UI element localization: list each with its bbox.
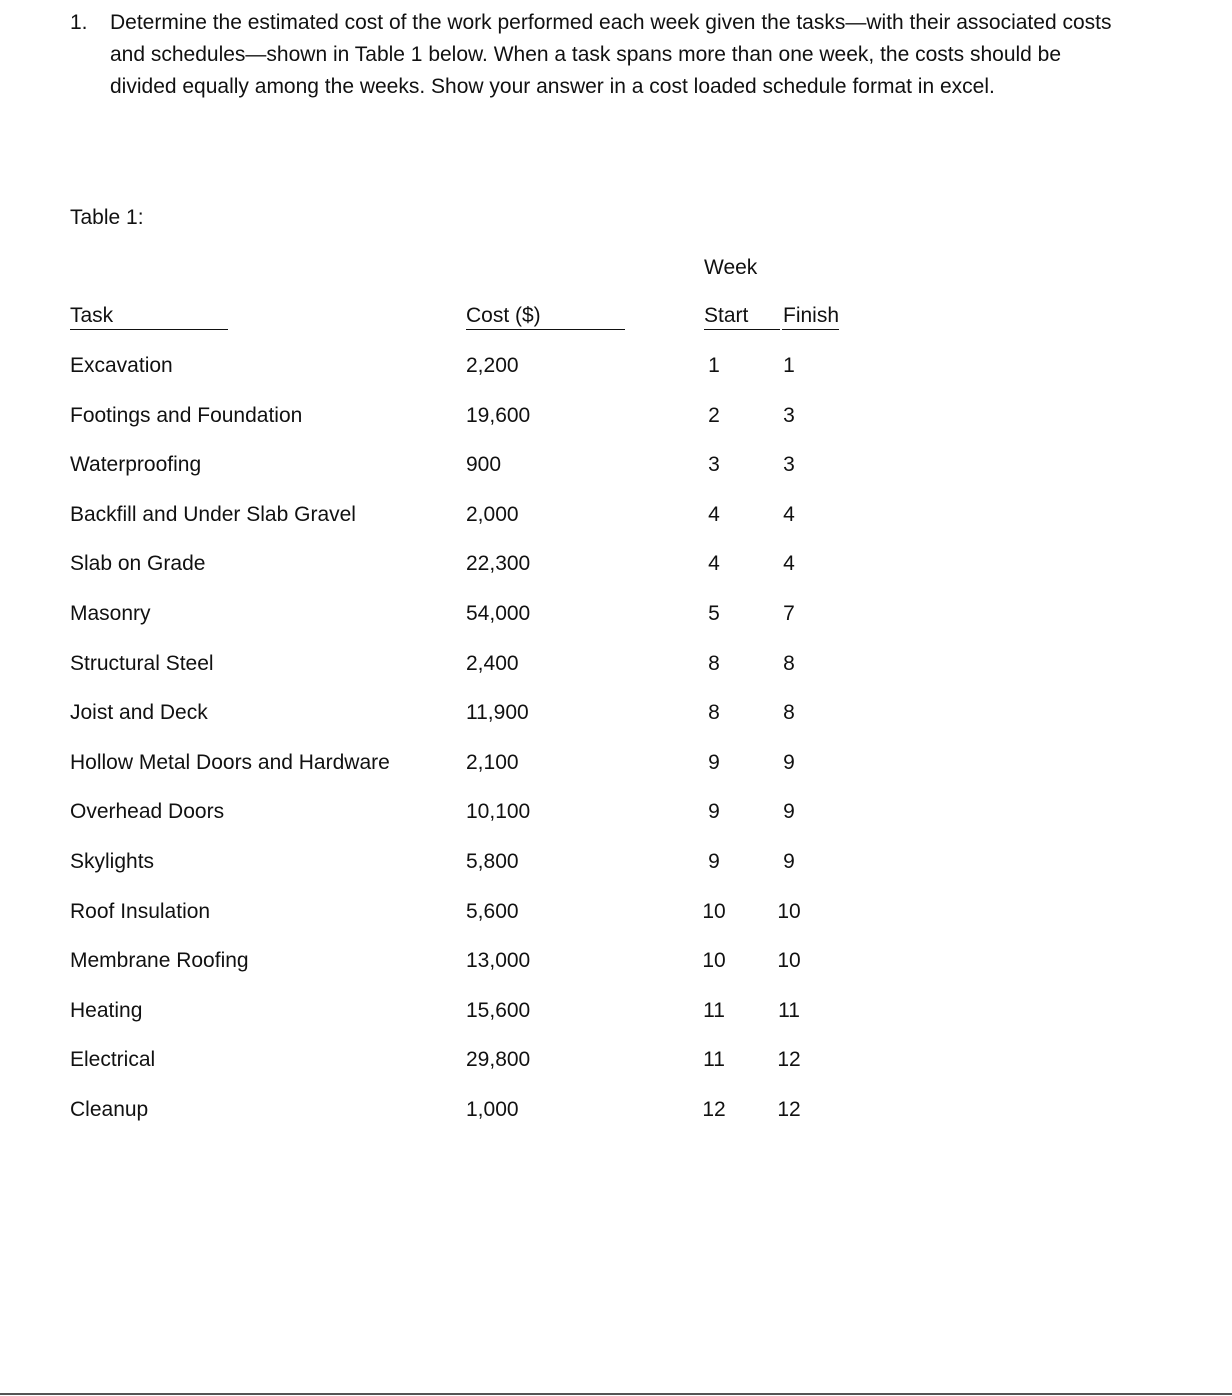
cost-cell: 22,300 — [466, 552, 531, 576]
task-cell: Membrane Roofing — [70, 949, 249, 973]
table-row — [0, 550, 1232, 600]
start-week-cell: 8 — [708, 651, 720, 675]
question-text: Determine the estimated cost of the work performed each week given the tasks—with their associated costs and schedules—shown in Table 1 below. When a task spans more than one week, the costs should be divided equally among the weeks. Show your answer in a cost loaded schedule format in excel. — [110, 11, 1112, 98]
cost-cell: 29,800 — [466, 1048, 531, 1072]
cost-cell: 2,000 — [466, 502, 519, 526]
cost-cell: 54,000 — [466, 601, 531, 625]
header-week: Week — [704, 256, 758, 279]
cost-cell: 13,000 — [466, 949, 531, 973]
start-week-cell: 5 — [708, 601, 720, 625]
table-row — [0, 1096, 1232, 1146]
start-week-cell: 12 — [702, 1097, 726, 1121]
start-week-cell: 9 — [708, 750, 720, 774]
start-week-cell: 3 — [708, 453, 720, 477]
table-row — [0, 501, 1232, 551]
cost-cell: 2,100 — [466, 750, 519, 774]
start-week-cell: 11 — [703, 998, 725, 1022]
task-cell: Slab on Grade — [70, 552, 206, 576]
start-week-cell: 4 — [708, 552, 720, 576]
task-cell: Overhead Doors — [70, 800, 225, 824]
finish-week-cell: 8 — [783, 651, 795, 675]
table-row — [0, 451, 1232, 501]
cost-cell: 2,200 — [466, 354, 519, 377]
start-week-cell: 9 — [708, 800, 720, 824]
start-week-cell: 2 — [708, 403, 720, 427]
finish-week-cell: 3 — [783, 453, 795, 477]
start-week-cell: 1 — [708, 354, 720, 377]
task-cell: Heating — [70, 998, 143, 1022]
task-cell: Masonry — [70, 601, 151, 625]
header-finish: Finish — [782, 303, 839, 330]
finish-week-cell: 9 — [783, 849, 795, 873]
task-cell: Cleanup — [70, 1097, 149, 1121]
finish-week-cell: 12 — [777, 1097, 801, 1121]
start-week-cell: 11 — [703, 1048, 725, 1072]
finish-week-cell: 9 — [783, 750, 795, 774]
start-week-cell: 8 — [708, 701, 720, 725]
table-row — [0, 600, 1232, 650]
start-week-cell: 10 — [702, 899, 726, 923]
table-row — [0, 798, 1232, 848]
task-cell: Excavation — [70, 354, 173, 377]
header-task: Task — [70, 303, 228, 330]
table-row — [0, 848, 1232, 898]
finish-week-cell: 9 — [783, 800, 795, 824]
table-row — [0, 699, 1232, 749]
start-week-cell: 10 — [702, 949, 726, 973]
task-cell: Structural Steel — [70, 651, 214, 675]
task-cell: Electrical — [70, 1048, 156, 1072]
task-cell: Joist and Deck — [70, 701, 208, 725]
finish-week-cell: 12 — [777, 1048, 801, 1072]
table-row — [0, 402, 1232, 452]
task-cell: Skylights — [70, 849, 155, 873]
start-week-cell: 4 — [708, 502, 720, 526]
table-row — [0, 650, 1232, 700]
question-number: 1. — [70, 11, 88, 34]
cost-cell: 11,900 — [466, 701, 529, 725]
finish-week-cell: 1 — [783, 354, 795, 377]
table-label: Table 1: — [70, 206, 144, 229]
task-cell: Hollow Metal Doors and Hardware — [70, 750, 390, 774]
task-cell: Roof Insulation — [70, 899, 211, 923]
cost-cell: 15,600 — [466, 998, 531, 1022]
finish-week-cell: 10 — [777, 899, 801, 923]
table-row — [0, 947, 1232, 997]
bottom-divider — [0, 1393, 1232, 1395]
finish-week-cell: 10 — [777, 949, 801, 973]
cost-cell: 5,600 — [466, 899, 519, 923]
cost-cell: 5,800 — [466, 849, 519, 873]
finish-week-cell: 7 — [783, 601, 795, 625]
task-cell: Waterproofing — [70, 453, 202, 477]
task-table-body — [0, 352, 1232, 1146]
table-row — [0, 997, 1232, 1047]
cost-cell: 900 — [466, 453, 502, 477]
table-row — [0, 898, 1232, 948]
header-start: Start — [704, 303, 780, 330]
cost-cell: 1,000 — [466, 1097, 519, 1121]
task-cell: Footings and Foundation — [70, 403, 303, 427]
task-cell: Backfill and Under Slab Gravel — [70, 502, 356, 526]
table-row — [0, 352, 1232, 402]
finish-week-cell: 4 — [783, 502, 795, 526]
finish-week-cell: 4 — [783, 552, 795, 576]
table-row — [0, 1046, 1232, 1096]
cost-cell: 10,100 — [466, 800, 531, 824]
header-cost: Cost ($) — [466, 303, 625, 330]
cost-cell: 19,600 — [466, 403, 531, 427]
cost-cell: 2,400 — [466, 651, 519, 675]
finish-week-cell: 8 — [783, 701, 795, 725]
table-row — [0, 749, 1232, 799]
finish-week-cell: 3 — [783, 403, 795, 427]
finish-week-cell: 11 — [778, 998, 800, 1022]
start-week-cell: 9 — [708, 849, 720, 873]
